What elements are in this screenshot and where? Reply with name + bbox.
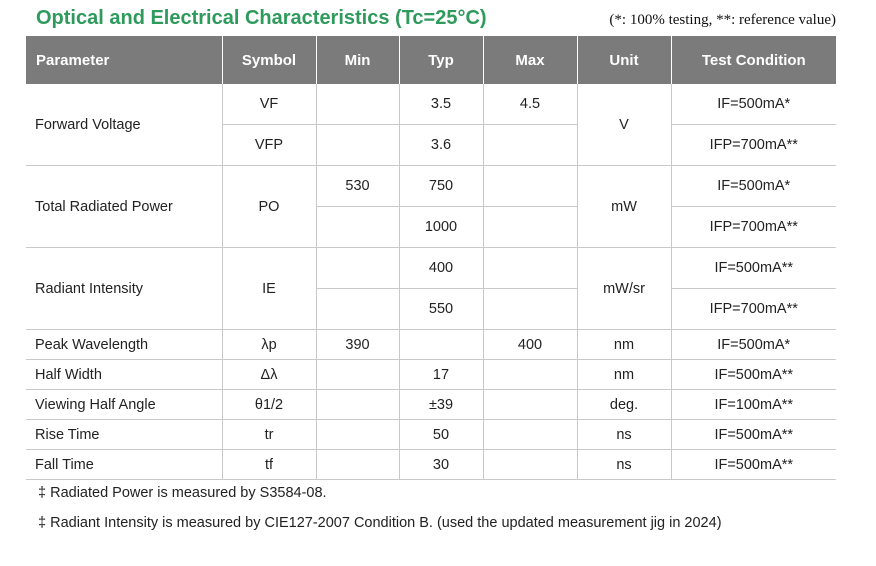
parameter-cell: Total Radiated Power [26,166,222,248]
typ-cell: 30 [399,450,483,480]
min-cell [316,360,399,390]
condition-cell: IFP=700mA** [671,125,836,166]
header-symbol: Symbol [222,36,316,84]
symbol-cell: θ1/2 [222,390,316,420]
unit-cell: mW [577,166,671,248]
header-min: Min [316,36,399,84]
table-row [26,166,836,207]
unit-cell: nm [577,360,671,390]
typ-cell [399,330,483,360]
min-cell [316,450,399,480]
max-cell [483,360,577,390]
symbol-cell: Δλ [222,360,316,390]
min-cell [316,248,399,289]
header-parameter: Parameter [26,36,222,84]
min-cell [316,420,399,450]
symbol-cell: VF [222,84,316,125]
min-cell: 390 [316,330,399,360]
header-unit: Unit [577,36,671,84]
typ-cell: 17 [399,360,483,390]
max-cell [483,450,577,480]
table-row [26,330,836,360]
max-cell: 400 [483,330,577,360]
symbol-cell: PO [222,166,316,248]
unit-cell: ns [577,450,671,480]
condition-cell: IF=500mA** [671,248,836,289]
typ-cell: 3.5 [399,84,483,125]
footnote-radiated-power: ‡ Radiated Power is measured by S3584-08. [38,485,327,501]
parameter-cell: Rise Time [26,420,222,450]
parameter-cell: Peak Wavelength [26,330,222,360]
characteristics-table [26,36,836,480]
unit-cell: mW/sr [577,248,671,330]
condition-cell: IF=500mA* [671,84,836,125]
parameter-cell: Fall Time [26,450,222,480]
condition-cell: IF=500mA* [671,166,836,207]
typ-cell: ±39 [399,390,483,420]
typ-cell: 3.6 [399,125,483,166]
table-row [26,450,836,480]
max-cell [483,125,577,166]
table-row [26,248,836,289]
unit-cell: V [577,84,671,166]
parameter-cell: Forward Voltage [26,84,222,166]
min-cell [316,289,399,330]
max-cell [483,166,577,207]
footnote-radiant-intensity: ‡ Radiant Intensity is measured by CIE127-2007 Condition B. (used the updated measurement jig in 2024) [38,515,722,531]
condition-cell: IF=500mA** [671,450,836,480]
min-cell: 530 [316,166,399,207]
table-header-row [26,36,836,84]
min-cell [316,390,399,420]
min-cell [316,207,399,248]
table-row [26,420,836,450]
symbol-cell: IE [222,248,316,330]
max-cell [483,420,577,450]
condition-cell: IF=100mA** [671,390,836,420]
unit-cell: deg. [577,390,671,420]
parameter-cell: Half Width [26,360,222,390]
table-row [26,360,836,390]
symbol-cell: VFP [222,125,316,166]
condition-cell: IF=500mA** [671,360,836,390]
max-cell [483,248,577,289]
header-typ: Typ [399,36,483,84]
condition-cell: IF=500mA** [671,420,836,450]
typ-cell: 50 [399,420,483,450]
table-row [26,84,836,125]
header-max: Max [483,36,577,84]
typ-cell: 750 [399,166,483,207]
max-cell [483,390,577,420]
page-title: Optical and Electrical Characteristics (Tc=25°C) [36,7,487,29]
typ-cell: 1000 [399,207,483,248]
symbol-cell: tf [222,450,316,480]
parameter-cell: Radiant Intensity [26,248,222,330]
unit-cell: ns [577,420,671,450]
condition-cell: IF=500mA* [671,330,836,360]
condition-cell: IFP=700mA** [671,289,836,330]
min-cell [316,125,399,166]
max-cell [483,207,577,248]
symbol-cell: λp [222,330,316,360]
parameter-cell: Viewing Half Angle [26,390,222,420]
min-cell [316,84,399,125]
typ-cell: 550 [399,289,483,330]
symbol-cell: tr [222,420,316,450]
testing-note: (*: 100% testing, **: reference value) [609,12,836,28]
max-cell [483,289,577,330]
unit-cell: nm [577,330,671,360]
table-row [26,390,836,420]
typ-cell: 400 [399,248,483,289]
condition-cell: IFP=700mA** [671,207,836,248]
header-test-condition: Test Condition [671,36,836,84]
max-cell: 4.5 [483,84,577,125]
